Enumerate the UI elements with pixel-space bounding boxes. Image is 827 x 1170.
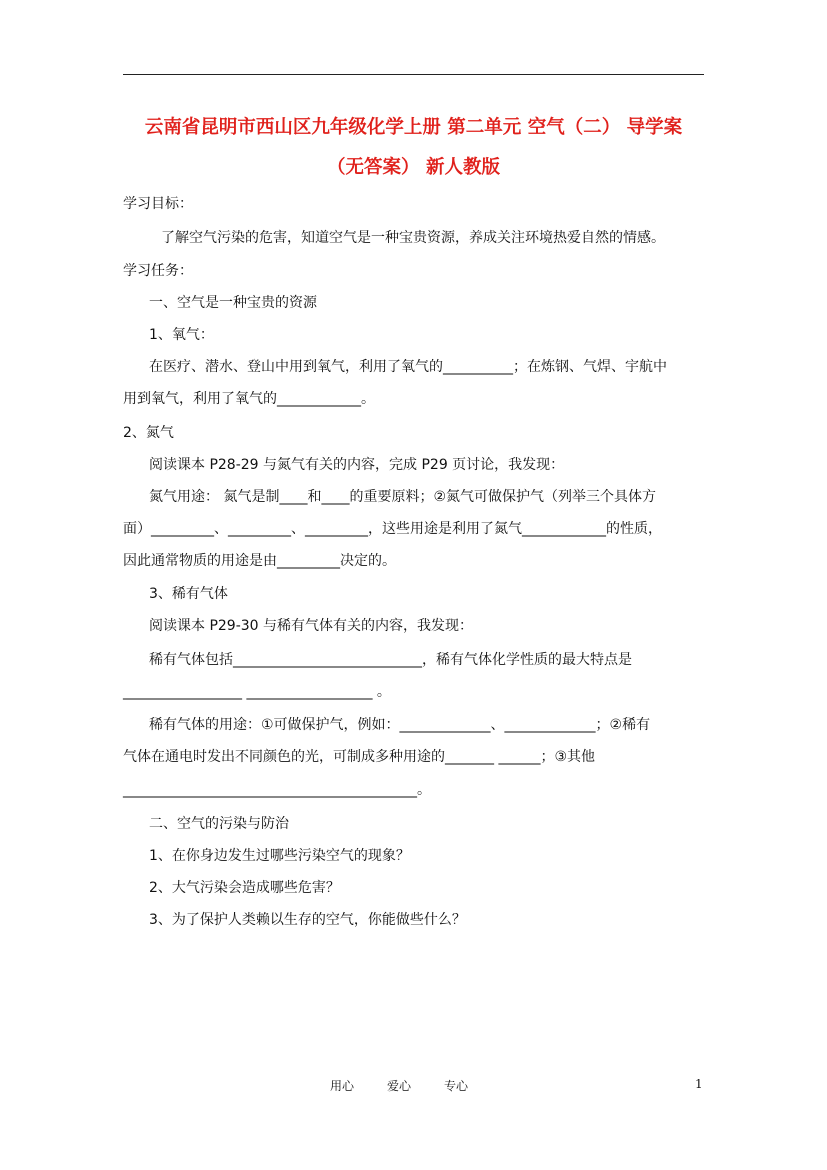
- nitrogen-reading-text: 阅读课本 P28-29 与氮气有关的内容，完成 P29 页讨论，我发现：: [149, 457, 565, 473]
- subheading-noble-gases: 3、稀有气体: [149, 586, 228, 602]
- footer-word-3: 专心: [444, 1079, 469, 1093]
- question-1: 1、在你身边发生过哪些污染空气的现象？: [149, 848, 410, 864]
- nitrogen-use-line-2: 面）_________、_________、_________，这些用途是利用了氮气____________的性质，: [123, 521, 662, 537]
- header-rule: [123, 74, 704, 75]
- footer-word-2: 爱心: [387, 1079, 412, 1093]
- nitrogen-use-line-3: 因此通常物质的用途是由_________决定的。: [123, 553, 396, 569]
- heading-part-one: 一、空气是一种宝贵的资源: [149, 295, 317, 311]
- document-title-line-2: （无答案） 新人教版: [327, 157, 500, 178]
- oxygen-text-line-2: 用到氧气，利用了氧气的____________。: [123, 391, 375, 407]
- subheading-nitrogen: 2、氮气: [123, 425, 174, 441]
- section-label-objectives: 学习目标：: [123, 196, 193, 212]
- subheading-oxygen: 1、氧气：: [149, 327, 214, 343]
- question-2: 2、大气污染会造成哪些危害？: [149, 880, 340, 896]
- heading-part-two: 二、空气的污染与防治: [149, 816, 289, 832]
- footer-word-1: 用心: [330, 1079, 355, 1093]
- section-label-tasks: 学习任务：: [123, 263, 193, 279]
- noble-gas-line-1: 稀有气体包括___________________________，稀有气体化学性质的最大特点是: [149, 652, 632, 668]
- oxygen-text-line-1: 在医疗、潜水、登山中用到氧气，利用了氧气的__________；在炼钢、气焊、宇航中: [149, 359, 667, 375]
- question-3: 3、为了保护人类赖以生存的空气，你能做些什么？: [149, 912, 466, 928]
- noble-gas-use-line-3: __________________________________________。: [123, 782, 431, 798]
- document-title-line-1: 云南省昆明市西山区九年级化学上册 第二单元 空气（二） 导学案: [144, 117, 683, 138]
- nitrogen-use-line-1: 氮气用途： 氮气是制____和____的重要原料；②氮气可做保护气（列举三个具体方: [149, 489, 656, 505]
- page-number: 1: [695, 1077, 703, 1091]
- noble-gas-reading-text: 阅读课本 P29-30 与稀有气体有关的内容，我发现：: [149, 618, 474, 634]
- noble-gas-line-2: _________________ __________________ 。: [123, 684, 391, 700]
- objective-text: 了解空气污染的危害，知道空气是一种宝贵资源，养成关注环境热爱自然的情感。: [161, 230, 665, 246]
- noble-gas-use-line-1: 稀有气体的用途：①可做保护气，例如：_____________、_____________；②稀有: [149, 717, 651, 733]
- noble-gas-use-line-2: 气体在通电时发出不同颜色的光，可制成多种用途的_______ ______；③其他: [123, 749, 595, 765]
